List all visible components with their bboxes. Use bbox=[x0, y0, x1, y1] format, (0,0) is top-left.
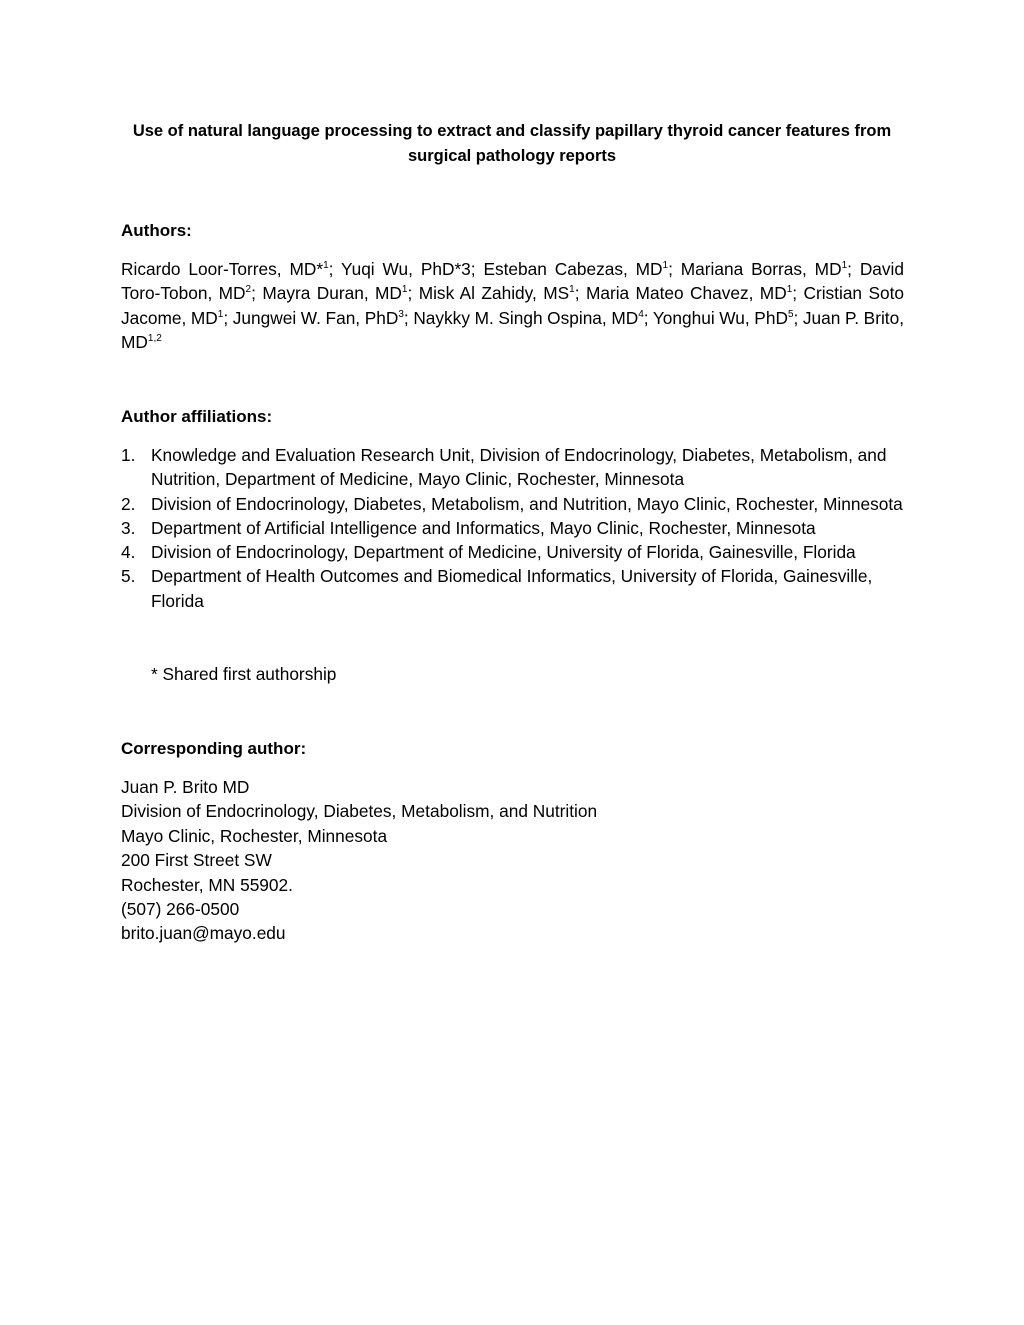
corresponding-heading: Corresponding author: bbox=[121, 739, 307, 758]
affiliation-text: Department of Artificial Intelligence and Informatics, Mayo Clinic, Rochester, Minnesota bbox=[151, 517, 816, 538]
author-affiliation-marker: 1 bbox=[323, 260, 329, 271]
author-name: David Toro-Tobon, MD bbox=[121, 259, 904, 304]
author-name: Yuqi Wu, PhD*3 bbox=[341, 259, 471, 279]
affiliation-text: Division of Endocrinology, Diabetes, Metabolism, and Nutrition, Mayo Clinic, Rochester, Minnesota bbox=[151, 493, 903, 514]
author-affiliation-marker: 1,2 bbox=[147, 332, 162, 344]
affiliation-number: 3. bbox=[121, 517, 136, 538]
paper-title: Use of natural language processing to extract and classify papillary thyroid cancer features from surgical pathology reports bbox=[132, 122, 892, 165]
affiliation-number: 4. bbox=[121, 542, 136, 563]
corresponding-email: brito.juan@mayo.edu bbox=[121, 923, 286, 944]
affiliation-text: Knowledge and Evaluation Research Unit, Division of Endocrinology, Diabetes, Metabolism, and Nutrition, Department of Medicine, Mayo Clinic, Rochester, Minnesota bbox=[151, 445, 887, 490]
author-entry bbox=[262, 283, 418, 303]
author-list bbox=[121, 257, 904, 354]
author-name: Misk Al Zahidy, MS bbox=[418, 283, 570, 304]
affiliation-number: 1. bbox=[121, 445, 136, 465]
author-entry bbox=[419, 283, 586, 303]
author-entry bbox=[586, 283, 804, 303]
author-separator: ; bbox=[223, 307, 233, 328]
author-affiliation-marker: 1 bbox=[569, 284, 575, 296]
author-separator: ; bbox=[403, 307, 414, 328]
author-affiliation-marker: 2 bbox=[245, 284, 252, 296]
affiliations-heading: Author affiliations: bbox=[121, 407, 273, 426]
corresponding-institution: Mayo Clinic, Rochester, Minnesota bbox=[121, 825, 388, 846]
affiliation-item bbox=[121, 540, 916, 564]
author-name: Mariana Borras, MD bbox=[680, 259, 842, 279]
author-name: Jungwei W. Fan, PhD bbox=[232, 307, 399, 328]
author-entry bbox=[341, 259, 483, 279]
author-separator: ; bbox=[668, 259, 681, 279]
author-name: Naykky M. Singh Ospina, MD bbox=[413, 307, 639, 328]
affiliation-list bbox=[121, 443, 916, 613]
author-name: Maria Mateo Chavez, MD bbox=[585, 283, 787, 304]
author-entry bbox=[233, 308, 414, 328]
corresponding-name: Juan P. Brito MD bbox=[121, 777, 250, 797]
author-separator: ; bbox=[407, 283, 419, 304]
corresponding-author-block bbox=[121, 775, 597, 946]
author-affiliation-marker: 1 bbox=[841, 260, 848, 271]
corresponding-phone: (507) 266-0500 bbox=[121, 899, 240, 920]
corresponding-division: Division of Endocrinology, Diabetes, Metabolism, and Nutrition bbox=[121, 801, 598, 822]
affiliation-item bbox=[121, 443, 916, 492]
author-affiliation-marker: 1 bbox=[662, 260, 669, 271]
author-separator: ; bbox=[643, 307, 653, 328]
author-separator: ; bbox=[328, 259, 342, 279]
author-separator: ; bbox=[470, 259, 484, 279]
author-affiliation-marker: 1 bbox=[217, 308, 224, 320]
author-affiliation-marker: 1 bbox=[786, 284, 793, 296]
affiliation-item bbox=[121, 492, 916, 516]
affiliation-number: 2. bbox=[121, 493, 136, 514]
author-name: Ricardo Loor-Torres, MD* bbox=[121, 259, 324, 279]
author-affiliation-marker: 4 bbox=[638, 308, 644, 320]
corresponding-city: Rochester, MN 55902. bbox=[121, 874, 293, 895]
author-affiliation-marker: 5 bbox=[787, 308, 794, 320]
author-name: Mayra Duran, MD bbox=[262, 283, 402, 304]
author-entry bbox=[413, 308, 653, 328]
author-separator: ; bbox=[847, 259, 860, 279]
author-separator: ; bbox=[793, 307, 803, 328]
author-affiliation-marker: 1 bbox=[401, 284, 408, 296]
shared-authorship-note: * Shared first authorship bbox=[151, 664, 337, 684]
affiliation-item bbox=[121, 564, 916, 613]
corresponding-street: 200 First Street SW bbox=[121, 850, 272, 871]
affiliation-number: 5. bbox=[121, 566, 136, 587]
author-name: Juan P. Brito, MD bbox=[121, 307, 905, 352]
author-affiliation-marker: 3 bbox=[398, 308, 404, 320]
author-entry bbox=[483, 259, 680, 279]
author-entry bbox=[681, 259, 860, 279]
affiliation-item bbox=[121, 516, 916, 540]
affiliation-text: Division of Endocrinology, Department of Medicine, University of Florida, Gainesville, Florida bbox=[151, 542, 856, 563]
author-name: Esteban Cabezas, MD bbox=[483, 259, 663, 279]
author-name: Cristian Soto Jacome, MD bbox=[121, 283, 905, 328]
author-separator: ; bbox=[792, 283, 804, 304]
author-entry bbox=[121, 259, 341, 279]
author-entry bbox=[653, 308, 803, 328]
authors-heading: Authors: bbox=[121, 221, 192, 240]
author-name: Yonghui Wu, PhD bbox=[652, 307, 788, 328]
author-separator: ; bbox=[251, 283, 263, 304]
affiliation-text: Department of Health Outcomes and Biomedical Informatics, University of Florida, Gainesville, Florida bbox=[151, 566, 873, 611]
author-separator: ; bbox=[574, 283, 586, 304]
